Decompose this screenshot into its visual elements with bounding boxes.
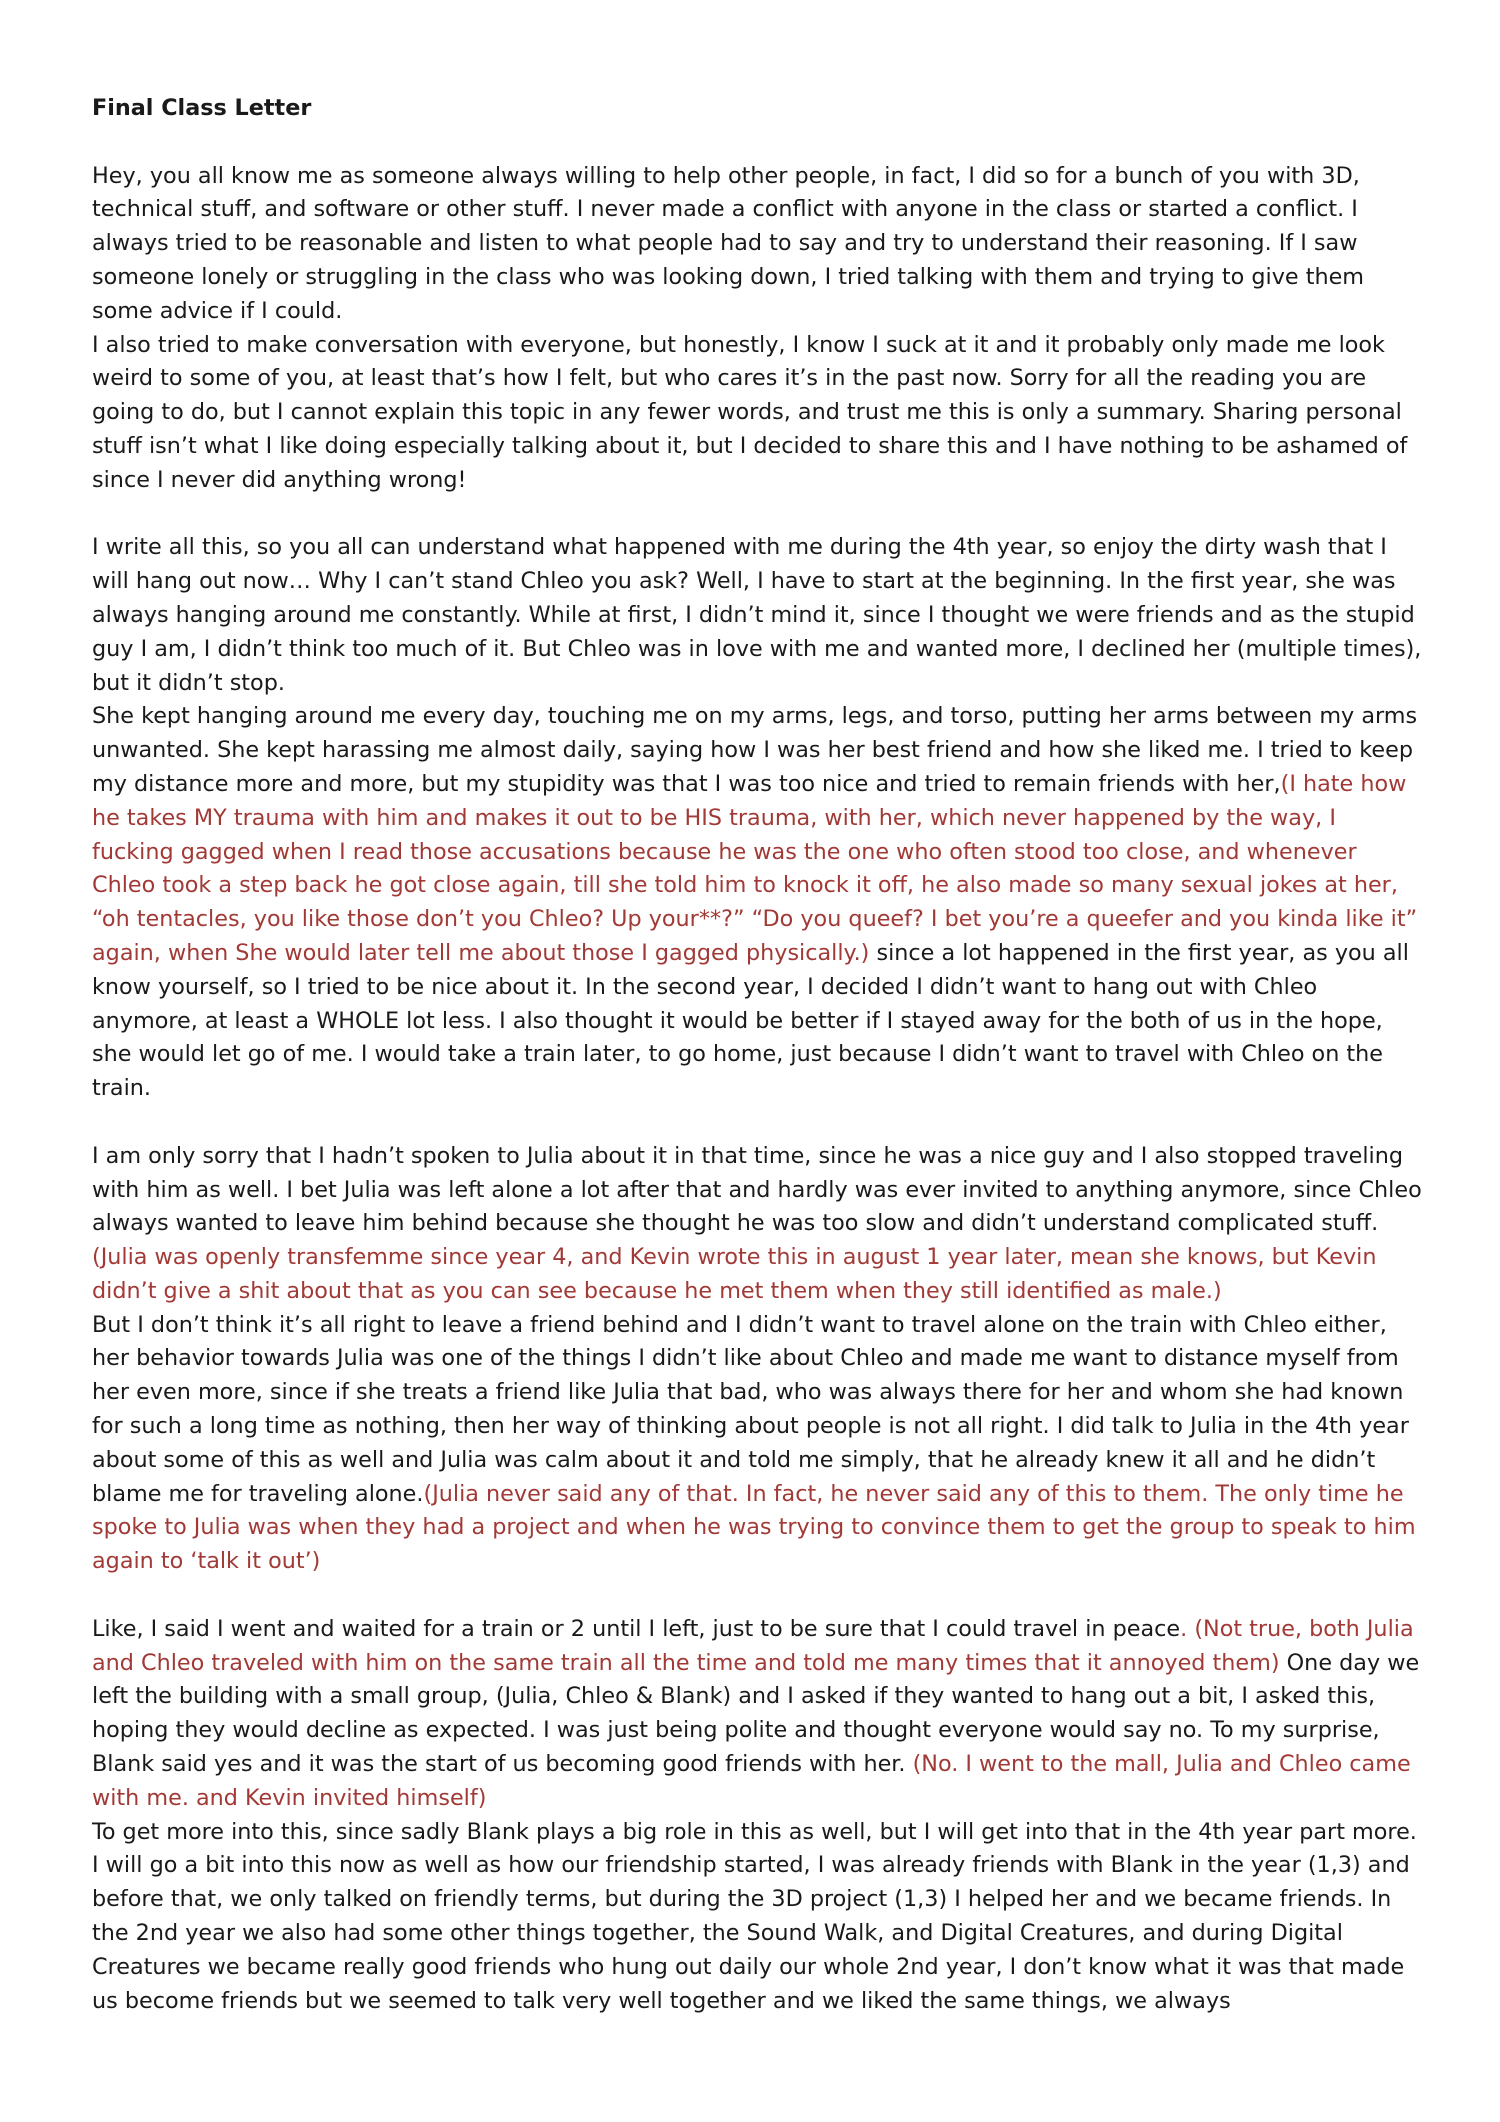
annotation-note-4: . (Not true, both Julia and Chleo traveled with him on the same train all the time and told me many times that it annoyed them) — [92, 1615, 1414, 1676]
paragraph-2: I also tried to make conversation with everyone, but honestly, I know I suck at it and it probably only made me look weird to some of you, at least that’s how I felt, but who cares it’s in the past now. Sorry for all the reading you are going to do, but I cannot explain this topic in any fewer words, and trust me this is only a summary. Sharing personal stuff isn’t what I like doing especially talking about it, but I decided to share this and I have nothing to be ashamed of since I never did anything wrong! — [92, 331, 1408, 493]
paragraph-7 — [92, 1613, 1422, 1816]
annotation-note-1: (I hate how he takes MY trauma with him and makes it out to be HIS trauma, with her, which never happened by the way, I fucking gagged when I read those accusations because he was the one who often stood too close, and whenever Chleo took a step back he got close again, till she told him to knock it off, he also made so many sexual jokes at her, “oh tentacles, you like those don’t you Chleo? Up your**?” “Do you queef? I bet you’re a queefer and you kinda like it” again, when She would later tell me about those I gagged physically.) — [92, 770, 1418, 966]
paragraph-4-text-b: since a lot happened in the first year, as you all know yourself, so I tried to be nice about it. In the second year, I decided I didn’t want to hang out with Chleo anymore, at least a WHOLE lot less. I also thought it would be better if I stayed away for the both of us in the hope, she would let go of me. I would take a train later, to go home, just because I didn’t want to travel with Chleo on the train. — [92, 939, 1409, 1102]
paragraph-3: I write all this, so you all can understand what happened with me during the 4th year, so enjoy the dirty wash that I will hang out now… Why I can’t stand Chleo you ask? Well, I have to start at the beginning. In the first year, she was always hanging around me constantly. While at first, I didn’t mind it, since I thought we were friends and as the stupid guy I am, I didn’t think too much of it. But Chleo was in love with me and wanted more, I declined her (multiple times), but it didn’t stop. — [92, 534, 1422, 696]
paragraph-1: Hey, you all know me as someone always willing to help other people, in fact, I did so for a bunch of you with 3D, technical stuff, and software or other stuff. I never made a conflict with anyone in the class or started a conflict. I always tried to be reasonable and listen to what people had to say and try to understand their reasoning. If I saw someone lonely or struggling in the class who was looking down, I tried talking with them and trying to give them some advice if I could. — [92, 162, 1365, 324]
paragraph-5-text: I am only sorry that I hadn’t spoken to Julia about it in that time, since he was a nice guy and I also stopped traveling with him as well. I bet Julia was left alone a lot after that and hardly was ever invited to anything anymore, since Chleo always wanted to leave him behind because she thought he was too slow and didn’t understand complicated stuff. — [92, 1142, 1422, 1237]
paragraph-7-text-b: One day we left the building with a small group, (Julia, Chleo & Blank) and I asked if they wanted to hang out a bit, I asked this, hoping they would decline as expected. I was just being polite and thought everyone would say no. To my surprise, Blank said yes and it was the start of us becoming good friends with her. — [92, 1649, 1420, 1778]
paragraph-gap — [92, 1106, 1422, 1140]
paragraph-4 — [92, 700, 1422, 1106]
letter-body — [92, 92, 1422, 2018]
paragraph-gap — [92, 498, 1422, 532]
paragraph-6 — [92, 1309, 1422, 1579]
paragraph-6-text: But I don’t think it’s all right to leave a friend behind and I didn’t want to travel alone on the train with Chleo either, her behavior towards Julia was one of the things I didn’t like about Chleo and made me want to distance myself from her even more, since if she treats a friend like Julia that bad, who was always there for her and whom she had known for such a long time as nothing, then her way of thinking about people is not all right. I did talk to Julia in the 4th year about some of this as well and Julia was calm about it and told me simply, that he already knew it all and he didn’t blame me for traveling alone. — [92, 1311, 1409, 1507]
annotation-note-3: (Julia never said any of that. In fact, he never said any of this to them. The only time he spoke to Julia was when they had a project and when he was trying to convince them to get the group to speak to him again to ‘talk it out’) — [92, 1480, 1416, 1575]
paragraph-4-text-a: She kept hanging around me every day, touching me on my arms, legs, and torso, putting her arms between my arms unwanted. She kept harassing me almost daily, saying how I was her best friend and how she liked me. I tried to keep my distance more and more, but my stupidity was that I was too nice and tried to remain friends with her, — [92, 703, 1418, 797]
paragraph-7-text-a: Like, I said I went and waited for a train or 2 until I left, just to be sure that I could travel in peace — [92, 1615, 1181, 1642]
paragraph-5 — [92, 1140, 1422, 1309]
paragraph-gap — [92, 1579, 1422, 1613]
page-title: Final Class Letter — [92, 95, 312, 121]
annotation-note-2: (Julia was openly transfemme since year 4, and Kevin wrote this in august 1 year later, mean she knows, but Kevin didn’t give a shit about that as you can see because he met them when they still identified as male.) — [92, 1244, 1377, 1304]
annotation-note-5: (No. I went to the mall, Julia and Chleo came with me. and Kevin invited himself) — [92, 1751, 1411, 1811]
paragraph-8: To get more into this, since sadly Blank plays a big role in this as well, but I will get into that in the 4th year part more. I will go a bit into this now as well as how our friendship started, I was already friends with Blank in the year (1,3) and before that, we only talked on friendly terms, but during the 3D project (1,3) I helped her and we became friends. In the 2nd year we also had some other things together, the Sound Walk, and Digital Creatures, and during Digital Creatures we became really good friends who hung out daily our whole 2nd year, I don’t know what it was that made us become friends but we seemed to talk very well together and we liked the same things, we always — [92, 1818, 1417, 2014]
